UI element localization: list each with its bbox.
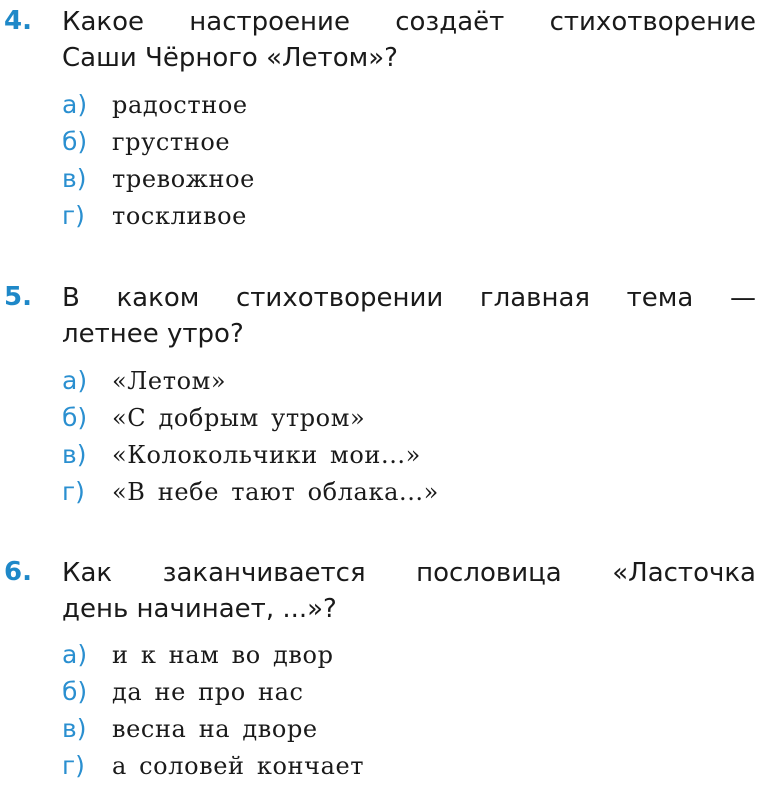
answer-option-c[interactable] [62,712,752,749]
answer-option-a[interactable] [62,638,752,675]
answer-option-d[interactable] [62,199,752,236]
answer-option-b[interactable] [62,675,752,712]
question-text [62,4,756,76]
option-text: тоскливое [112,202,247,230]
answer-option-d[interactable] [62,749,752,786]
answer-option-b[interactable] [62,125,752,162]
option-text: весна на дворе [112,715,318,743]
answer-option-c[interactable] [62,438,752,475]
option-letter: б) [62,677,88,706]
question-text-line: Саши Чёрного «Летом»? [62,43,398,73]
option-letter: а) [62,640,88,669]
option-text: радостное [112,91,248,119]
option-text: грустное [112,128,231,156]
question-text-line: Какое настроение создаёт стихотворение [62,7,756,37]
option-text: «Колокольчики мои...» [112,441,421,469]
answer-option-a[interactable] [62,364,752,401]
question-text-line: В каком стихотворении главная тема — [62,283,756,313]
question-text-line: день начинает, ...»? [62,594,337,624]
question-text-line: летнее утро? [62,319,244,349]
option-letter: а) [62,90,88,119]
option-text: «С добрым утром» [112,404,366,432]
answer-option-c[interactable] [62,162,752,199]
question-text [62,555,756,627]
answer-option-a[interactable] [62,88,752,125]
option-letter: в) [62,440,87,469]
answer-options [62,364,752,512]
option-text: да не про нас [112,678,304,706]
option-text: «Летом» [112,367,227,395]
option-text: и к нам во двор [112,641,334,669]
option-letter: г) [62,477,85,506]
answer-option-b[interactable] [62,401,752,438]
option-letter: г) [62,201,85,230]
option-text: тревожное [112,165,255,193]
answer-options [62,88,752,236]
option-text: а соловей кончает [112,752,365,780]
option-letter: в) [62,714,87,743]
question-number: 4. [4,6,32,36]
option-letter: а) [62,366,88,395]
option-letter: б) [62,127,88,156]
answer-option-d[interactable] [62,475,752,512]
option-letter: б) [62,403,88,432]
question-text-line: Как заканчивается пословица «Ласточка [62,558,756,588]
question-number: 6. [4,557,32,587]
option-text: «В небе тают облака...» [112,478,439,506]
answer-options [62,638,752,786]
option-letter: в) [62,164,87,193]
question-text [62,280,756,352]
question-number: 5. [4,282,32,312]
option-letter: г) [62,751,85,780]
